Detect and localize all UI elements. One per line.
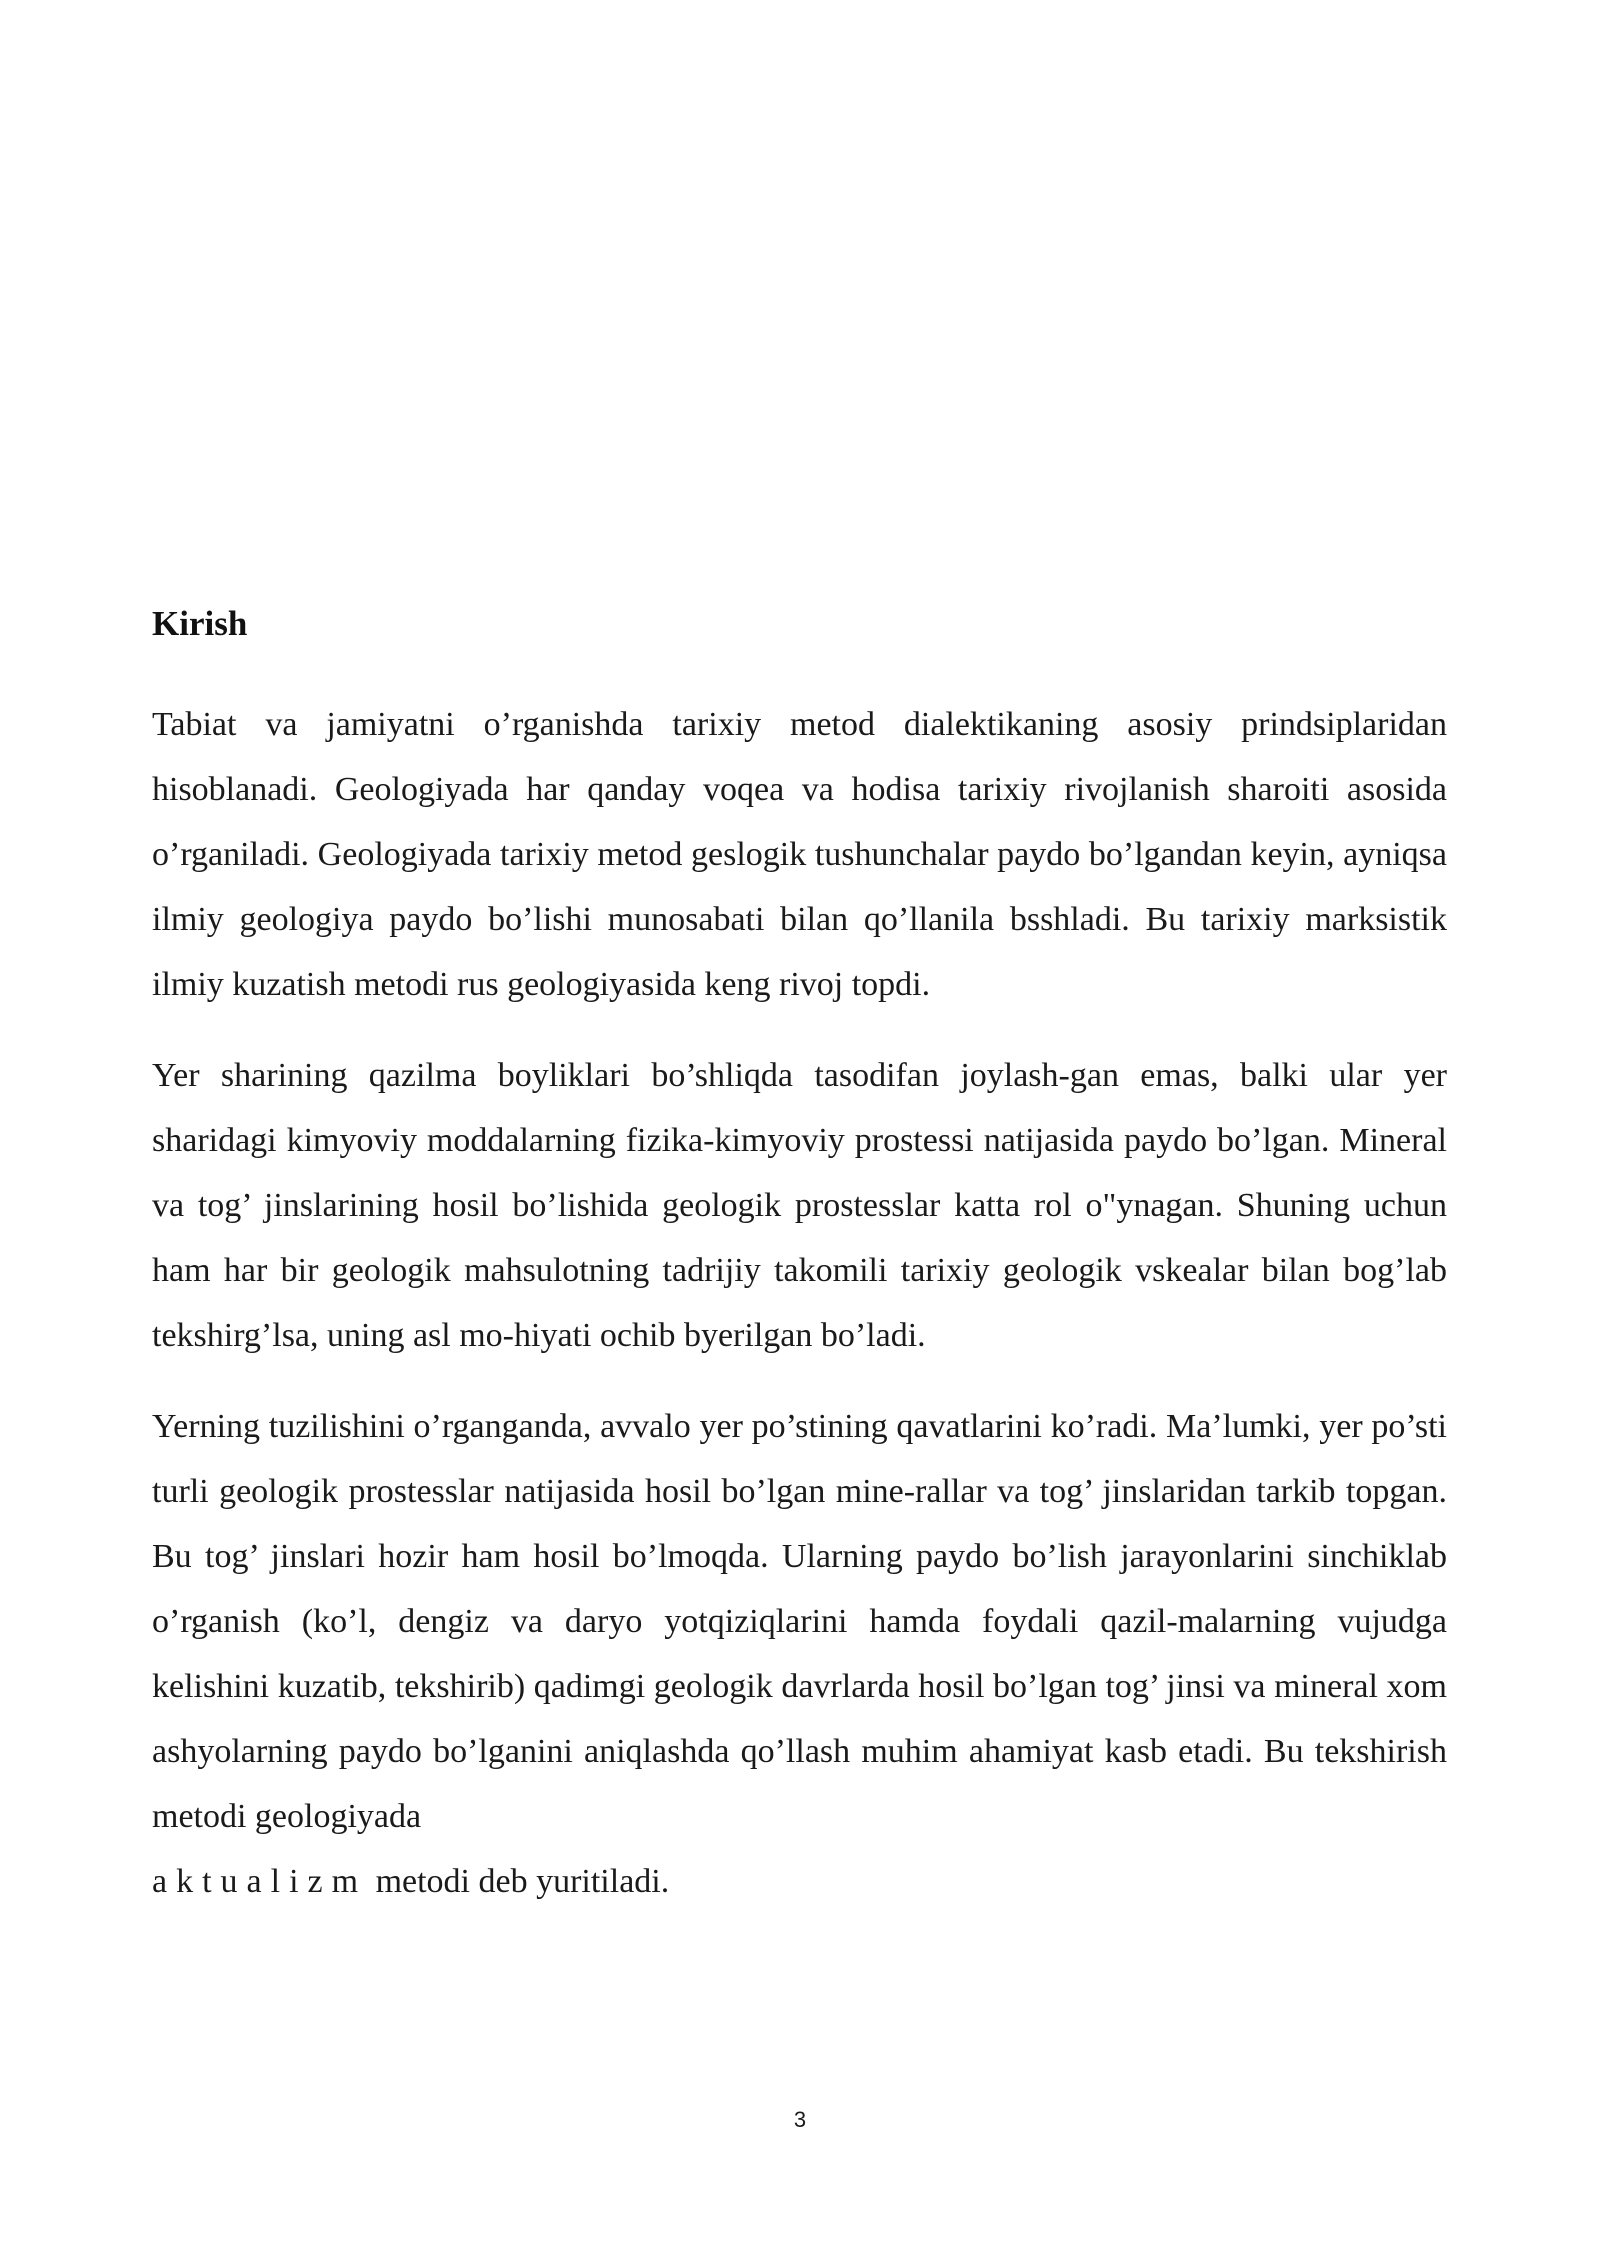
paragraph-2: Yer sharining qazilma boyliklari bo’shliqda tasodifan joylash-gan emas, balki ular yer sharidagi kimyoviy moddalarning fizika-kimyoviy prostessi natijasida paydo bo’lgan. Mineral va tog’ jinslarining hosil bo’lishida geologik prostesslar katta rol o"ynagan. Shuning uchun ham har bir geologik mahsulotning tadrijiy takomili tarixiy geologik vskealar bilan bog’lab tekshirg’lsa, uning asl mo-hiyati ochib byerilgan bo’ladi. [152,1057,1447,1354]
paragraph-1: Tabiat va jamiyatni o’rganishda tarixiy metod dialektikaning asosiy prindsiplaridan hisoblanadi. Geologiyada har qanday voqea va hodisa tarixiy rivojlanish sharoiti asosida o’rganiladi. Geologiyada tarixiy metod geslogik tushunchalar paydo bo’lgandan keyin, ayniqsa ilmiy geologiya paydo bo’lishi munosabati bilan qo’llanila bsshladi. Bu tarixiy marksistik ilmiy kuzatish metodi rus geologiyasida keng rivoj topdi. [152,706,1447,1003]
section-heading: Kirish [152,604,248,643]
paragraph-3-end: metodi deb yuritiladi. [367,1863,670,1900]
spaced-term: aktualizm [152,1863,368,1900]
paragraph-3 [152,1394,1447,1914]
page-content [152,602,1447,1940]
paragraph-3-text: Yerning tuzilishini o’rganganda, avvalo yer po’stining qavatlarini ko’radi. Ma’lumki, yer po’sti turli geologik prostesslar natijasida hosil bo’lgan mine-rallar va tog’ jinslaridan tarkib topgan. Bu tog’ jinslari hozir ham hosil bo’lmoqda. Ularning paydo bo’lish jarayonlarini sinchiklab o’rganish (ko’l, dengiz va daryo yotqiziqlarini hamda foydali qazil-malarning vujudga kelishini kuzatib, tekshirib) qadimgi geologik davrlarda hosil bo’lgan tog’ jinsi va mineral xom ashyolarning paydo bo’lganini aniqlashda qo’llash muhim ahamiyat kasb etadi. Bu tekshirish metodi geologiyada [152,1408,1447,1835]
page-number: 3 [793,2107,807,2132]
